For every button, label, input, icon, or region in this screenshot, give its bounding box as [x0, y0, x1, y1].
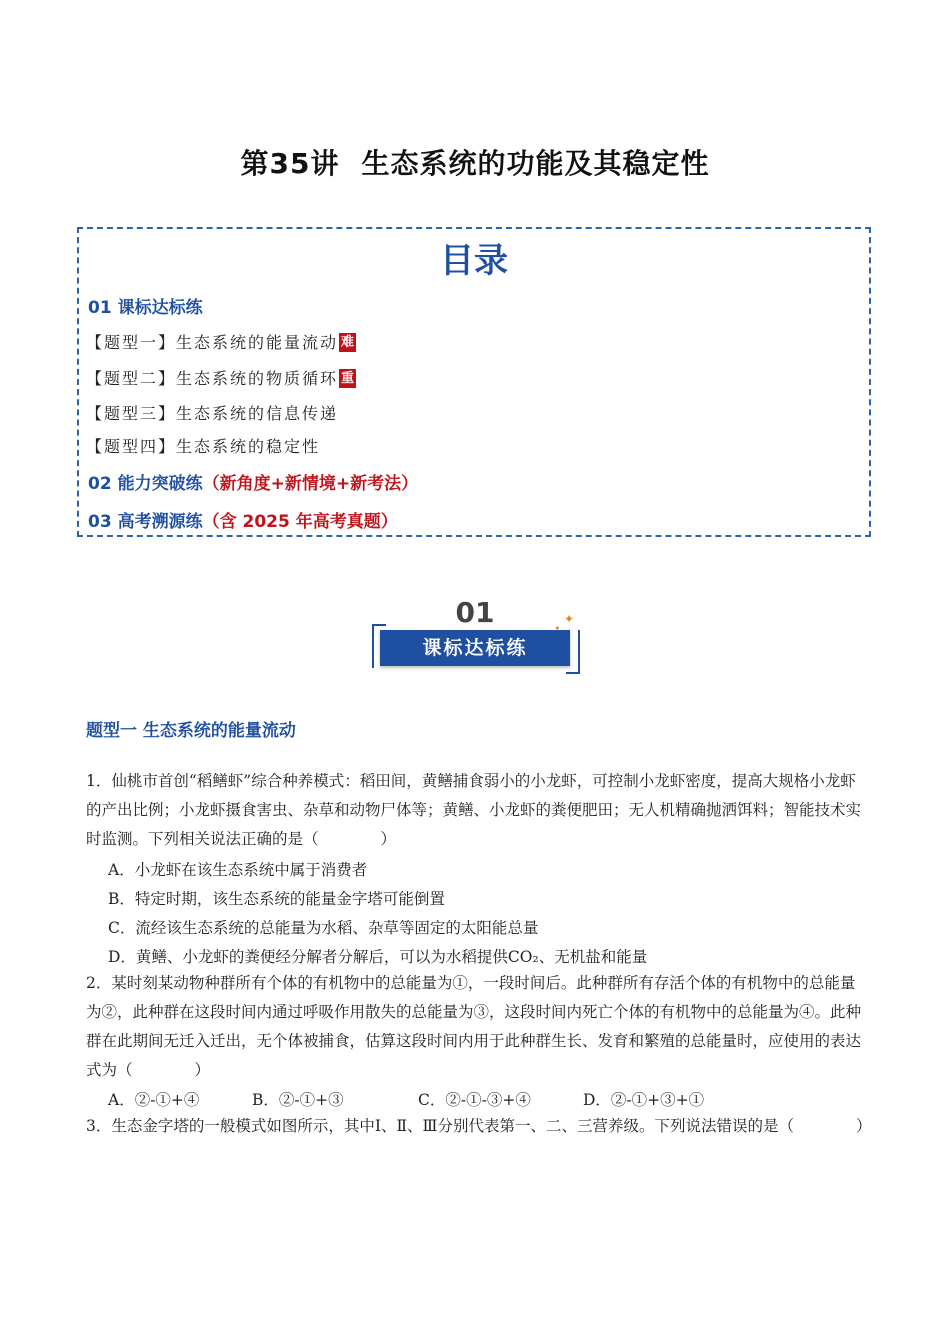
question-1-stem: 1．仙桃市首创“稻鳝虾”综合种养模式：稻田间，黄鳝捕食弱小的小龙虾，可控制小龙虾密度，提高大规格小龙虾的产出比例；小龙虾摄食害虫、杂草和动物尸体等；黄鳝、小龙虾的粪便肥田；无人机精确抛洒饵料；智能技术实时监测。下列相关说法正确的是（ ）	[86, 772, 862, 848]
sparkle-icon: ✦	[564, 612, 575, 626]
toc-item-type-1[interactable]: 【题型一】生态系统的能量流动 难	[86, 333, 355, 352]
toc-heading: 目录	[440, 241, 508, 281]
toc-section-2[interactable]: 02 能力突破练（新角度+新情境+新考法）	[88, 474, 419, 494]
question-2-option-b[interactable]: B．②-①+③	[252, 1091, 344, 1109]
difficulty-badge: 难	[341, 335, 355, 350]
toc-section-3[interactable]: 03 高考溯源练（含 2025 年高考真题）	[88, 512, 398, 532]
section-banner	[368, 596, 582, 676]
table-of-contents	[77, 227, 871, 537]
question-2-option-c[interactable]: C．②-①-③+④	[418, 1091, 531, 1109]
lecture-number: 第35讲	[240, 147, 340, 180]
question-2-option-a[interactable]: A．②-①+④	[108, 1091, 200, 1109]
toc-item-type-3[interactable]: 【题型三】生态系统的信息传递	[86, 404, 339, 423]
page-title	[0, 142, 950, 182]
lecture-title: 生态系统的功能及其稳定性	[361, 147, 710, 180]
toc-item-type-4[interactable]: 【题型四】生态系统的稳定性	[86, 437, 321, 456]
question-1-option-d[interactable]: D．黄鳝、小龙虾的粪便经分解者分解后，可以为水稻提供CO₂、无机盐和能量	[108, 948, 648, 966]
question-1-option-a[interactable]: A．小龙虾在该生态系统中属于消费者	[108, 861, 368, 879]
question-2-stem: 2．某时刻某动物种群所有个体的有机物中的总能量为①，一段时间后。此种群所有存活个体的有机物中的总能量为②，此种群在这段时间内通过呼吸作用散失的总能量为③，这段时间内死亡个体的有机物中的总能量为④。此种群在此期间无迁入迁出，无个体被捕食，估算这段时间内用于此种群生长、发育和繁殖的总能量时，应使用的表达式为（ ）	[86, 974, 862, 1079]
banner-number: 01	[455, 596, 495, 629]
importance-badge: 重	[341, 371, 355, 386]
question-type-heading: 题型一 生态系统的能量流动	[86, 721, 296, 741]
banner-label: 课标达标练	[380, 630, 570, 666]
question-1-option-c[interactable]: C．流经该生态系统的总能量为水稻、杂草等固定的太阳能总量	[108, 919, 539, 937]
toc-item-type-2[interactable]: 【题型二】生态系统的物质循环 重	[86, 369, 355, 388]
question-2-option-d[interactable]: D．②-①+③+①	[583, 1091, 705, 1109]
toc-section-1[interactable]: 01 课标达标练	[88, 298, 203, 318]
question-1-option-b[interactable]: B．特定时期，该生态系统的能量金字塔可能倒置	[108, 890, 445, 908]
question-3-stem: 3．生态金字塔的一般模式如图所示，其中Ⅰ、Ⅱ、Ⅲ分别代表第一、二、三营养级。下列说法错误的是（ ）	[86, 1117, 872, 1135]
sparkle-icon: ✦	[554, 624, 561, 633]
